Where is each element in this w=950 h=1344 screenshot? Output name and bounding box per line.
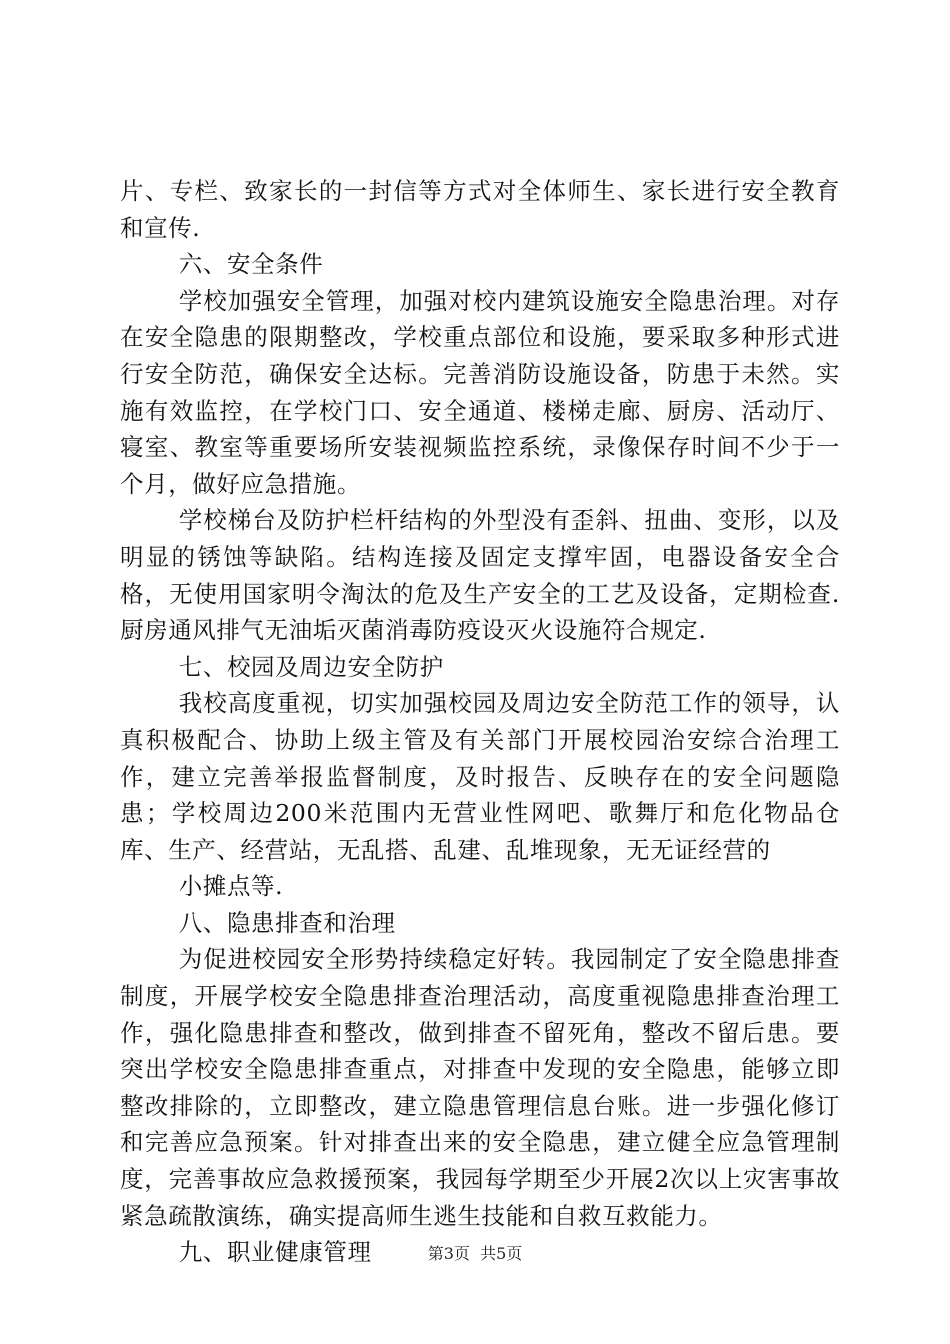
page-footer bbox=[0, 1244, 950, 1264]
section-heading-9: 九、职业健康管理 bbox=[178, 1238, 372, 1267]
paragraph-safety-conditions: 学校加强安全管理，加强对校内建筑设施安全隐患治理。对存在安全隐患的限期整改，学校重点部位和设施，要采取多种形式进行安全防范，确保安全达标。完善消防设施设备，防患于未然。实施有效监控，在学校门口、安全通道、楼梯走廊、厨房、活动厅、寝室、教室等重要场所安装视频监控系统，录像保存时间不少于一个月，做好应急措施。 bbox=[120, 286, 840, 498]
paragraph-1: 片、专栏、致家长的一封信等方式对全体师生、家长进行安全教育和宣传. bbox=[120, 177, 840, 242]
paragraph-campus-surroundings: 我校高度重视，切实加强校园及周边安全防范工作的领导，认真积极配合、协助上级主管及有关部门开展校园治安综合治理工作，建立完善举报监督制度，及时报告、反映存在的安全问题隐患；学校周边200米范围内无营业性网吧、歌舞厅和危化物品仓库、生产、经营站，无乱搭、乱建、乱堆现象，无无证经营的 bbox=[120, 689, 840, 864]
paragraph-hazard-inspection: 为促进校园安全形势持续稳定好转。我园制定了安全隐患排查制度，开展学校安全隐患排查治理活动，高度重视隐患排查治理工作，强化隐患排查和整改，做到排查不留死角，整改不留后患。要突出学校安全隐患排查重点，对排查中发现的安全隐患，能够立即整改排除的，立即整改，建立隐患管理信息台账。进一步强化修订和完善应急预案。针对排查出来的安全隐患，建立健全应急管理制度，完善事故应急救援预案，我园每学期至少开展2次以上灾害事故紧急疏散演练，确实提高师生逃生技能和自救互救能力。 bbox=[120, 945, 840, 1230]
page-number-label: 第3页 共5页 bbox=[427, 1244, 523, 1263]
document-body bbox=[120, 173, 840, 1271]
paragraph-vendors: 小摊点等. bbox=[178, 872, 284, 901]
section-heading-8: 八、隐患排查和治理 bbox=[178, 908, 396, 937]
paragraph-railings: 学校梯台及防护栏杆结构的外型没有歪斜、扭曲、变形，以及明显的锈蚀等缺陷。结构连接及固定支撑牢固，电器设备安全合格，无使用国家明令淘汰的危及生产安全的工艺及设备，定期检查.厨房通风排气无油垢灭菌消毒防疫设灭火设施符合规定. bbox=[120, 506, 840, 645]
section-heading-6: 六、安全条件 bbox=[178, 250, 324, 279]
section-heading-7: 七、校园及周边安全防护 bbox=[178, 652, 444, 681]
